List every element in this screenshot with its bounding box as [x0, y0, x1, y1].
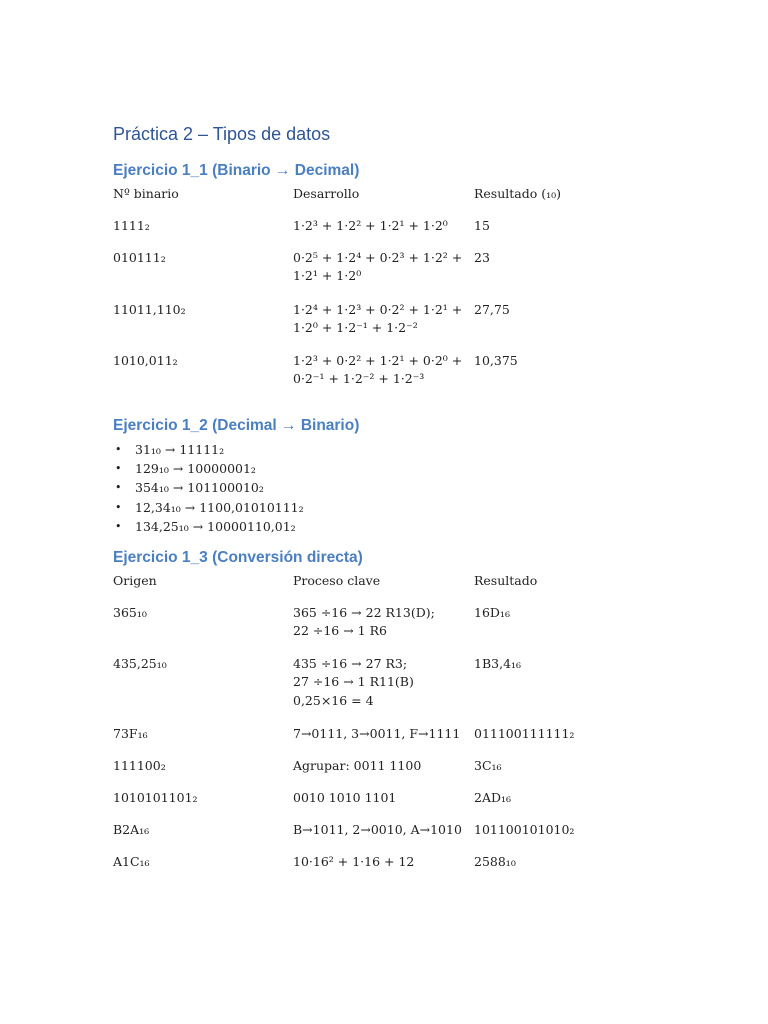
- table3-cell-process: B→1011, 2→0010, A→1010: [293, 822, 462, 837]
- conversion-list: [113, 440, 304, 536]
- table3-cell-process: 22 ÷16 → 1 R6: [293, 623, 387, 638]
- exercise-1-1-heading: Ejercicio 1_1 (Binario → Decimal): [113, 162, 360, 179]
- table3-header-process: Proceso clave: [293, 573, 381, 588]
- table1-cell-development: 1·2⁰ + 1·2⁻¹ + 1·2⁻²: [293, 320, 418, 335]
- table3-cell-process: 0,25×16 = 4: [293, 693, 374, 708]
- table1-cell-development: 1·2¹ + 1·2⁰: [293, 268, 362, 283]
- table3-cell-origin: 1010101101₂: [113, 790, 198, 805]
- table1-cell-development: 1·2³ + 1·2² + 1·2¹ + 1·2⁰: [293, 218, 448, 233]
- table1-cell-result: 10,375: [474, 353, 518, 368]
- exercise-1-3-heading: Ejercicio 1_3 (Conversión directa): [113, 549, 363, 566]
- table3-cell-result: 16D₁₆: [474, 605, 510, 620]
- table3-cell-origin: 73F₁₆: [113, 726, 148, 741]
- table3-cell-result: 1B3,4₁₆: [474, 656, 522, 671]
- table1-cell-binary: 1010,011₂: [113, 353, 178, 368]
- table3-cell-process: 0010 1010 1101: [293, 790, 397, 805]
- table1-cell-binary: 1111₂: [113, 218, 150, 233]
- exercise-1-2-heading: Ejercicio 1_2 (Decimal → Binario): [113, 417, 360, 434]
- table3-header-result: Resultado: [474, 573, 538, 588]
- table3-cell-process: Agrupar: 0011 1100: [293, 758, 422, 773]
- table3-cell-origin: 111100₂: [113, 758, 166, 773]
- list-item-text: 354₁₀ → 101100010₂: [135, 480, 264, 496]
- table1-header-binary: Nº binario: [113, 186, 179, 201]
- page-title: Práctica 2 – Tipos de datos: [113, 124, 331, 144]
- table1-cell-result: 27,75: [474, 302, 510, 317]
- list-item-text: 129₁₀ → 10000001₂: [135, 461, 256, 477]
- table1-cell-development: 1·2⁴ + 1·2³ + 0·2² + 1·2¹ +: [293, 302, 463, 317]
- bullet-icon: •: [115, 443, 122, 456]
- table3-cell-result: 101100101010₂: [474, 822, 575, 837]
- table3-header-origin: Origen: [113, 573, 157, 588]
- table3-cell-origin: A1C₁₆: [113, 854, 150, 869]
- bullet-icon: •: [115, 500, 122, 514]
- list-item-text: 134,25₁₀ → 10000110,01₂: [135, 518, 296, 534]
- list-item-text: 31₁₀ → 11111₂: [135, 442, 225, 457]
- table3-cell-origin: 435,25₁₀: [113, 656, 167, 671]
- list-item: [113, 498, 304, 517]
- bullet-icon: •: [115, 481, 122, 495]
- bullet-icon: •: [115, 462, 122, 476]
- table3-cell-result: 011100111111₂: [474, 726, 575, 741]
- list-item: [113, 459, 304, 478]
- bullet-icon: •: [115, 519, 122, 533]
- table3-cell-origin: B2A₁₆: [113, 822, 150, 837]
- table3-cell-process: 27 ÷16 → 1 R11(B): [293, 674, 414, 689]
- table1-cell-result: 15: [474, 218, 490, 233]
- list-item-text: 12,34₁₀ → 1100,01010111₂: [135, 499, 304, 515]
- list-item: [113, 517, 304, 536]
- table3-cell-process: 10·16² + 1·16 + 12: [293, 854, 415, 869]
- table3-cell-result: 2588₁₀: [474, 854, 516, 869]
- table1-cell-development: 1·2³ + 0·2² + 1·2¹ + 0·2⁰ +: [293, 353, 463, 368]
- table1-header-result: Resultado (₁₀): [474, 186, 562, 201]
- list-item: [113, 440, 304, 459]
- table1-cell-binary: 11011,110₂: [113, 302, 186, 317]
- table1-header-development: Desarrollo: [293, 186, 360, 201]
- table3-cell-result: 3C₁₆: [474, 758, 502, 773]
- table3-cell-origin: 365₁₀: [113, 605, 147, 620]
- table1-cell-development: 0·2⁻¹ + 1·2⁻² + 1·2⁻³: [293, 371, 425, 386]
- table3-cell-result: 2AD₁₆: [474, 790, 512, 805]
- table1-cell-binary: 010111₂: [113, 250, 166, 265]
- table1-cell-development: 0·2⁵ + 1·2⁴ + 0·2³ + 1·2² +: [293, 250, 463, 265]
- table1-cell-result: 23: [474, 250, 490, 265]
- table3-cell-process: 435 ÷16 → 27 R3;: [293, 656, 408, 671]
- list-item: [113, 478, 304, 497]
- table3-cell-process: 7→0111, 3→0011, F→1111: [293, 726, 461, 741]
- table3-cell-process: 365 ÷16 → 22 R13(D);: [293, 605, 435, 620]
